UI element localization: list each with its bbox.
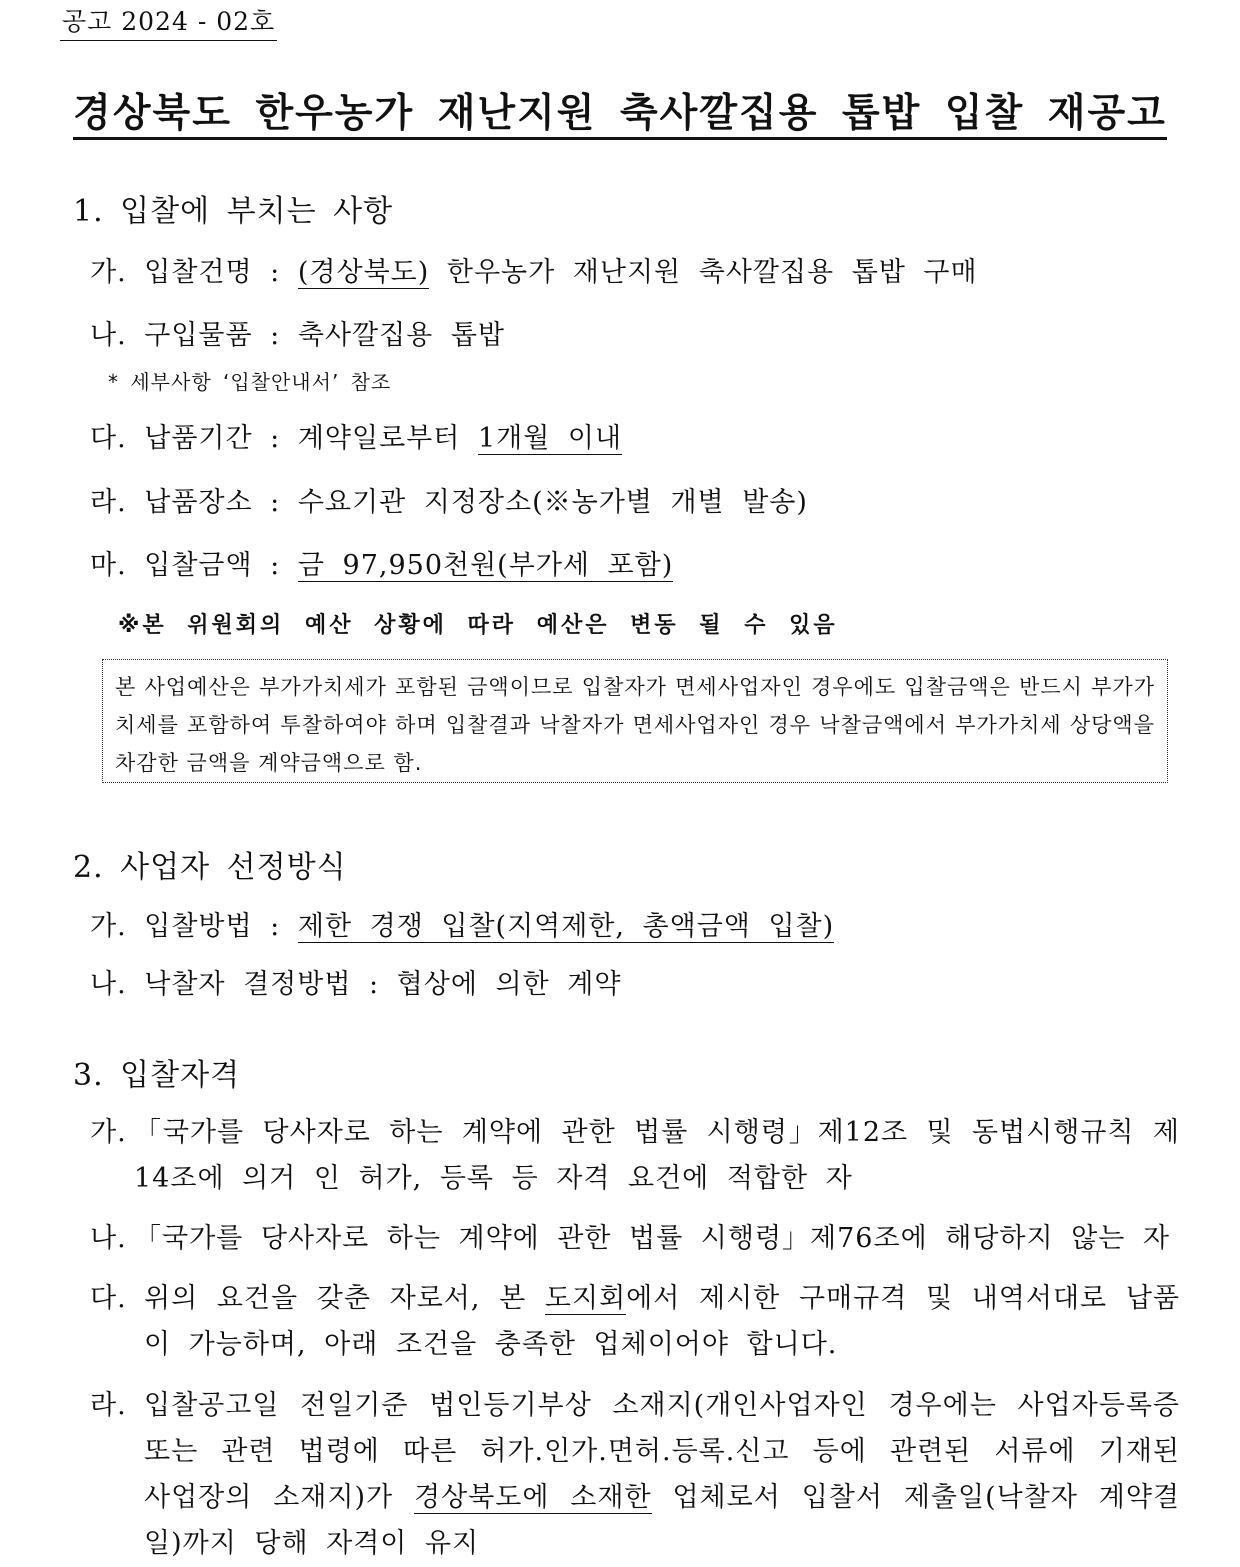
notice-number: 공고 2024 - 02호 — [60, 2, 277, 41]
s3-item-na — [90, 1216, 1180, 1262]
s1-item-da — [90, 416, 1180, 455]
s1-ma-underlined: 금 97,950천원(부가세 포함) — [297, 550, 674, 581]
s1-item-ga — [90, 250, 1180, 289]
s2-ga-underlined: 제한 경쟁 입찰(지역제한, 총액금액 입찰) — [297, 911, 835, 942]
budget-warning: ※본 위원회의 예산 상황에 따라 예산은 변동 될 수 있음 — [118, 613, 838, 638]
section-3-heading: 3. 입찰자격 — [73, 1058, 241, 1093]
section-2-heading: 2. 사업자 선정방식 — [73, 850, 347, 885]
s1-ga-underlined: (경상북도) — [297, 257, 430, 288]
s3-ra-after: 업체로서 입찰서 제출일(낙찰자 계약결일)까지 당해 자격이 유지 — [144, 1482, 1180, 1559]
s1-ra-mark: 라. — [90, 487, 127, 518]
s1-da-underlined: 1개월 이내 — [477, 423, 623, 454]
s3-item-da — [90, 1276, 1180, 1368]
s3-na-mark: 나. — [90, 1223, 127, 1254]
s3-ra-underlined: 경상북도에 소재한 — [414, 1482, 652, 1513]
s3-na-text: 「국가를 당사자로 하는 계약에 관한 법률 시행령」제76조에 해당하지 않는 자 — [134, 1223, 1170, 1254]
s2-na-text: 낙찰자 결정방법 : 협상에 의한 계약 — [144, 969, 622, 1000]
section-1-heading: 1. 입찰에 부치는 사항 — [73, 194, 394, 229]
s1-item-na — [90, 313, 1180, 352]
s3-da-mark: 다. — [90, 1283, 127, 1314]
s3-ra-body — [144, 1383, 1180, 1567]
s1-da-label: 납품기간 : 계약일로부터 — [144, 423, 461, 454]
s2-na-mark: 나. — [90, 969, 127, 1000]
s1-item-ma — [90, 543, 1180, 582]
s3-item-ga — [90, 1110, 1180, 1202]
s3-ga-text: 「국가를 당사자로 하는 계약에 관한 법률 시행령」제12조 및 동법시행규칙 제14조에 의거 인 허가, 등록 등 자격 요건에 적합한 자 — [134, 1117, 1180, 1194]
document-title-text: 경상북도 한우농가 재난지원 축사깔집용 톱밥 입찰 재공고 — [73, 91, 1167, 140]
vat-notice-box: 본 사업예산은 부가가치세가 포함된 금액이므로 입찰자가 면세사업자인 경우에도 입찰금액은 반드시 부가가치세를 포함하여 투찰하여야 하며 입찰결과 낙찰자가 면세사업자인 경우 낙찰금액에서 부가가치세 상당액을 차감한 금액을 계약금액으로 함. — [102, 659, 1168, 783]
s1-na-text: 구입물품 : 축사깔집용 톱밥 — [144, 320, 506, 351]
document-title — [0, 82, 1240, 138]
s2-item-ga — [90, 904, 1180, 943]
s3-ga-mark: 가. — [90, 1117, 127, 1148]
s2-item-na — [90, 962, 1180, 1001]
s3-da-body — [144, 1276, 1180, 1368]
s1-ga-mark: 가. — [90, 257, 127, 288]
s3-da-underlined: 도지회 — [544, 1283, 627, 1314]
s1-ra-text: 납품장소 : 수요기관 지정장소(※농가별 개별 발송) — [144, 487, 808, 518]
s2-ga-mark: 가. — [90, 911, 127, 942]
s3-item-ra — [90, 1383, 1180, 1567]
s1-ga-label: 입찰건명 : — [144, 257, 281, 288]
s3-da-before: 위의 요건을 갖춘 자로서, 본 — [144, 1283, 527, 1314]
s1-item-ra — [90, 480, 1180, 519]
s3-ra-mark: 라. — [90, 1390, 127, 1421]
s1-da-mark: 다. — [90, 423, 127, 454]
s1-na-mark: 나. — [90, 320, 127, 351]
s3-ra-before: 입찰공고일 전일기준 법인등기부상 소재지(개인사업자인 경우에는 사업자등록증 또는 관련 법령에 따른 허가.인가.면허.등록.신고 등에 관련된 서류에 기재된 사업장의 소재지)가 — [144, 1390, 1180, 1513]
s1-ga-rest: 한우농가 재난지원 축사깔집용 톱밥 구매 — [446, 257, 978, 288]
s1-detail-note: * 세부사항 ‘입찰안내서’ 참조 — [108, 370, 392, 394]
s3-da-after: 에서 제시한 구매규격 및 내역서대로 납품이 가능하며, 아래 조건을 충족한 업체이어야 합니다. — [144, 1283, 1180, 1360]
s1-ma-mark: 마. — [90, 550, 127, 581]
s2-ga-label: 입찰방법 : — [144, 911, 281, 942]
s1-ma-label: 입찰금액 : — [144, 550, 281, 581]
